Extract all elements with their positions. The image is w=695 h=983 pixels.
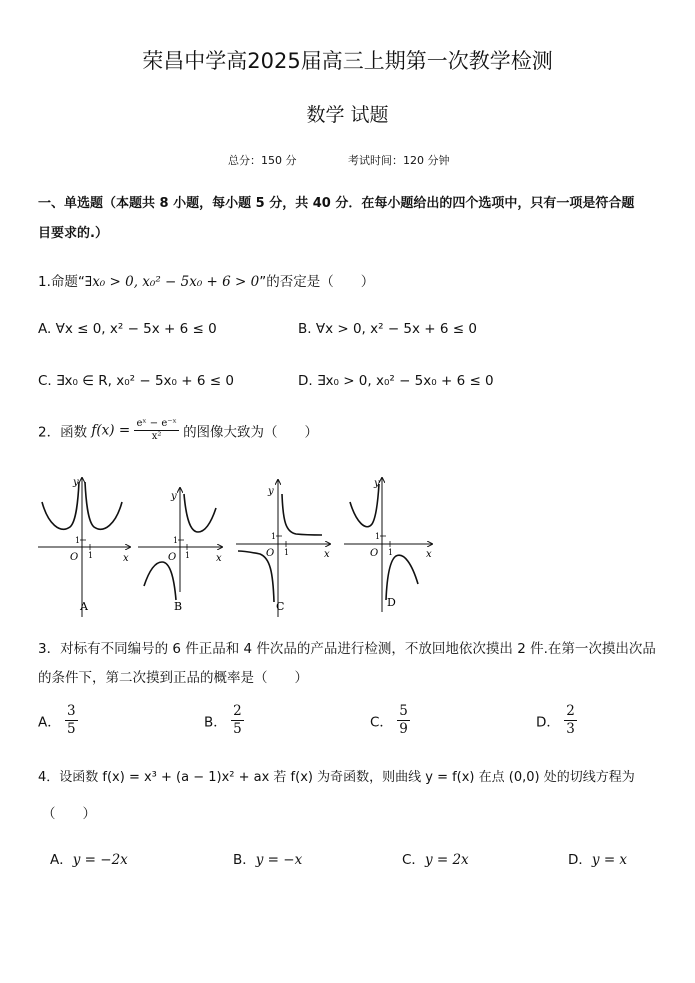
graph-a-y-label: y <box>73 477 79 488</box>
graph-c-x-label: x <box>324 549 330 560</box>
section-heading-line1: 一、单选题（本题共 8 小题，每小题 5 分，共 40 分．在每小题给出的四个选项中，只有一项是符合题 <box>38 196 635 211</box>
q4-option-c-expr: y = 2x <box>424 852 469 868</box>
graph-d-ytick: 1 <box>375 532 381 541</box>
graph-b <box>138 488 222 613</box>
q4-option-c <box>402 848 469 868</box>
q4-option-a-label: A． <box>50 852 73 868</box>
graph-d-x-label: x <box>426 549 432 560</box>
graph-d-origin: O <box>370 548 379 559</box>
graph-a <box>38 477 130 617</box>
q3-option-c-label: C． <box>370 714 393 731</box>
q4-option-b-label: B． <box>233 852 256 868</box>
q2-prefix: 2．函数 <box>38 424 88 441</box>
page-subtitle: 数学 试题 <box>306 104 389 126</box>
graph-d-curve-right <box>386 555 418 600</box>
q4-line1: 4．设函数 f(x) = x³ + (a − 1)x² + ax 若 f(x) 为奇函数，则曲线 y = f(x) 在点 (0,0) 处的切线方程为 <box>38 770 635 785</box>
graph-c-label: C <box>276 600 285 613</box>
section-heading-line2: 目要求的.） <box>38 226 108 241</box>
q1-option-c: C. ∃x₀ ∈ R, x₀² − 5x₀ + 6 ≤ 0 <box>38 373 234 389</box>
graph-c-ytick: 1 <box>271 532 277 541</box>
graph-a-label: A <box>80 600 88 613</box>
page-title: 荣昌中学高2025届高三上期第一次教学检测 <box>142 49 553 73</box>
graph-b-curve-right <box>184 494 216 532</box>
q3-option-d-label: D． <box>536 714 560 731</box>
q2-numerator: eˣ − e⁻ˣ <box>136 418 177 429</box>
q4-option-b-expr: y = −x <box>255 852 303 868</box>
q2-fraction <box>134 418 178 443</box>
graph-c-curve-right <box>282 494 322 535</box>
q1-stem <box>38 270 374 290</box>
q3-option-d <box>536 703 577 738</box>
q3-option-a-den: 5 <box>67 721 76 737</box>
graph-d-label: D <box>387 596 396 609</box>
q2-denominator: x² <box>151 431 162 442</box>
q4-option-d-expr: y = x <box>591 852 628 868</box>
graph-b-curve-left <box>144 562 176 600</box>
q4-option-d-label: D． <box>568 852 592 868</box>
graph-d <box>344 478 432 612</box>
graph-a-curve-left <box>42 482 79 529</box>
graph-a-curve-right <box>85 482 122 529</box>
graph-b-xtick: 1 <box>185 551 191 560</box>
q3-option-a-label: A． <box>38 714 61 731</box>
q1-option-b: B. ∀x > 0, x² − 5x + 6 ≤ 0 <box>298 321 477 337</box>
q4-option-d <box>568 848 627 868</box>
q3-option-b <box>204 703 244 738</box>
graph-c-y-label: y <box>268 486 274 497</box>
q2-graphs <box>30 472 450 620</box>
q3-option-d-num: 2 <box>566 703 575 719</box>
q3-option-c <box>370 703 410 738</box>
q4-option-a-expr: y = −2x <box>72 852 128 868</box>
q3-line2: 的条件下，第二次摸到正品的概率是（ ） <box>38 670 308 686</box>
graph-a-origin: O <box>70 552 79 563</box>
q1-prefix: 1.命题“ <box>38 274 85 290</box>
graph-c <box>236 480 330 617</box>
q1-option-d: D. ∃x₀ > 0, x₀² − 5x₀ + 6 ≤ 0 <box>298 373 494 389</box>
q3-option-b-den: 5 <box>233 721 242 737</box>
graph-b-ytick: 1 <box>173 536 179 545</box>
q3-option-b-num: 2 <box>233 703 242 719</box>
q1-suffix: ”的否定是（ ） <box>259 274 375 290</box>
graph-d-y-label: y <box>374 478 380 489</box>
q1-option-a: A. ∀x ≤ 0, x² − 5x + 6 ≤ 0 <box>38 321 217 337</box>
graph-a-x-label: x <box>123 553 129 564</box>
exam-time: 考试时间：120 分钟 <box>348 154 450 167</box>
graph-d-xtick: 1 <box>388 548 394 557</box>
q4-line2: （ ） <box>42 806 96 822</box>
graph-c-origin: O <box>266 548 275 559</box>
q1-math: ∃x₀ > 0, x₀² − 5x₀ + 6 > 0 <box>84 274 260 290</box>
q2-suffix: 的图像大致为（ ） <box>183 424 319 441</box>
graph-d-curve-left <box>350 484 379 527</box>
q3-option-d-den: 3 <box>566 721 575 737</box>
graph-a-ytick: 1 <box>75 536 81 545</box>
graph-b-label: B <box>174 600 183 613</box>
q3-option-a <box>38 703 78 738</box>
graph-a-xtick: 1 <box>88 551 94 560</box>
q4-option-c-label: C． <box>402 852 425 868</box>
graph-b-y-label: y <box>171 491 177 502</box>
q2-func: f(x) = <box>91 422 131 439</box>
q3-option-a-num: 3 <box>67 703 76 719</box>
q3-option-c-den: 9 <box>399 721 408 737</box>
q2-stem <box>38 418 318 443</box>
total-score: 总分：150 分 <box>228 154 297 167</box>
q3-option-c-num: 5 <box>399 703 408 719</box>
graph-b-origin: O <box>168 552 177 563</box>
graph-b-x-label: x <box>216 553 222 564</box>
q3-line1: 3．对标有不同编号的 6 件正品和 4 件次品的产品进行检测，不放回地依次摸出 2 件.在第一次摸出次品 <box>38 641 656 657</box>
graph-c-xtick: 1 <box>284 548 290 557</box>
q4-option-a <box>50 848 128 868</box>
q4-option-b <box>233 848 302 868</box>
q3-option-b-label: B． <box>204 714 227 731</box>
